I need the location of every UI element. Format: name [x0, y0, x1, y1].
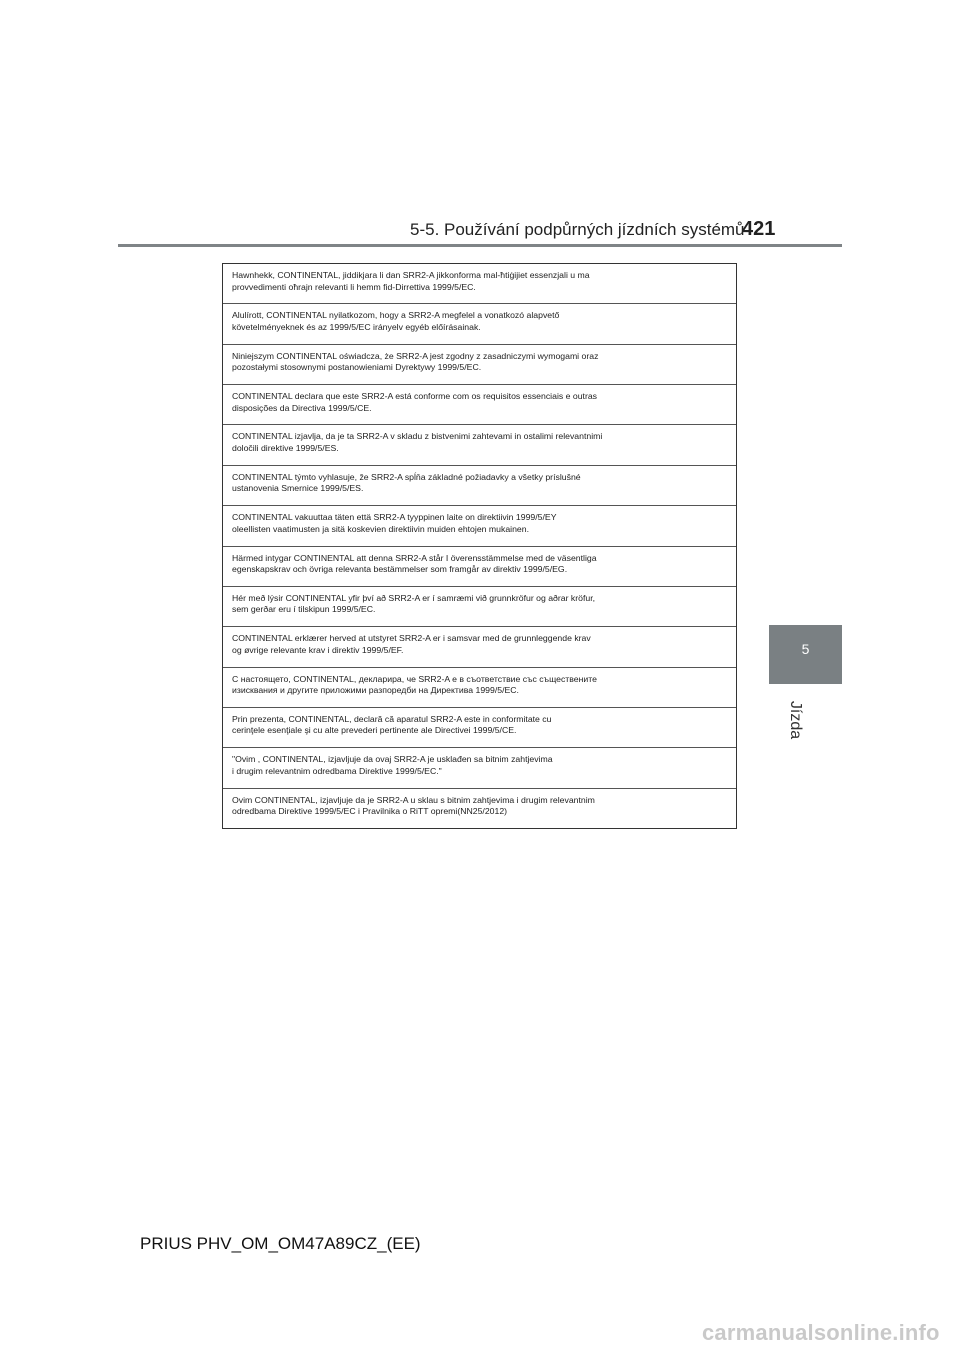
chapter-label: Jízda [787, 700, 804, 740]
declaration-row-bulgarian: С настоящето, CONTINENTAL, декларира, че SRR2-A е в съответствие със съществените изисквания и другите приложими разпоредби на Директива 1999/5/EC. [223, 668, 736, 708]
declaration-table [222, 263, 737, 829]
page-number: 421 [742, 218, 776, 240]
declaration-row-polish: Niniejszym CONTINENTAL oświadcza, że SRR2-A jest zgodny z zasadniczymi wymogami oraz pozostałymi stosownymi postanowieniami Dyrektywy 1999/5/EC. [223, 345, 736, 385]
declaration-row-slovenian: CONTINENTAL izjavlja, da je ta SRR2-A v skladu z bistvenimi zahtevami in ostalimi relevantnimi določili direktive 1999/5/ES. [223, 425, 736, 465]
declaration-row-swedish: Härmed intygar CONTINENTAL att denna SRR2-A står I överensstämmelse med de väsentliga egenskapskrav och övriga relevanta bestämmelser som framgår av direktiv 1999/5/EG. [223, 547, 736, 587]
declaration-row-romanian: Prin prezenta, CONTINENTAL, declară că aparatul SRR2-A este in conformitate cu cerinţele esenţiale şi cu alte prevederi pertinente ale Directivei 1999/5/CE. [223, 708, 736, 748]
declaration-row-portuguese: CONTINENTAL declara que este SRR2-A está conforme com os requisitos essenciais e outras disposições da Directiva 1999/5/CE. [223, 385, 736, 425]
chapter-number: 5 [801, 641, 810, 657]
manual-code: PRIUS PHV_OM_OM47A89CZ_(EE) [140, 1234, 421, 1253]
declaration-row-icelandic: Hér með lýsir CONTINENTAL yfir því að SRR2-A er í samræmi við grunnkröfur og aðrar kröfur, sem gerðar eru í tilskipun 1999/5/EC. [223, 587, 736, 627]
declaration-row-croatian: Ovim CONTINENTAL, izjavljuje da je SRR2-A u sklau s bitnim zahtjevima i drugim relevantnim odredbama Direktive 1999/5/EC i Pravilnika o RiTT opremi(NN25/2012) [232, 794, 595, 817]
chapter-tab[interactable] [769, 625, 842, 684]
chapter-label-container [760, 690, 830, 750]
watermark: carmanualsonline.info [702, 1320, 940, 1345]
header-divider [118, 244, 842, 247]
declaration-row-norwegian: CONTINENTAL erklærer herved at utstyret SRR2-A er i samsvar med de grunnleggende krav og øvrige relevante krav i direktiv 1999/5/EF. [223, 627, 736, 667]
declaration-row-serbian: "Ovim , CONTINENTAL, izjavljuje da ovaj SRR2-A je usklađen sa bitnim zahtjevima i drugim relevantnim odredbama Direktive 1999/5/EC." [223, 748, 736, 788]
section-title: 5-5. Používání podpůrných jízdních systémů [410, 220, 745, 239]
declaration-row-slovak: CONTINENTAL týmto vyhlasuje, že SRR2-A spĺňa základné požiadavky a všetky príslušné ustanovenia Smernice 1999/5/ES. [223, 466, 736, 506]
declaration-row-hungarian: Alulírott, CONTINENTAL nyilatkozom, hogy a SRR2-A megfelel a vonatkozó alapvető követelményeknek és az 1999/5/EC irányelv egyéb előírásainak. [223, 304, 736, 344]
declaration-row-finnish: CONTINENTAL vakuuttaa täten että SRR2-A tyyppinen laite on direktiivin 1999/5/EY oleellisten vaatimusten ja sitä koskevien direktiivin muiden ehtojen mukainen. [223, 506, 736, 546]
declaration-row-maltese: Hawnhekk, CONTINENTAL, jiddikjara li dan SRR2-A jikkonforma mal-ħtiġijiet essenzjali u ma provvedimenti oħrajn relevanti li hemm fid-Dirrettiva 1999/5/EC. [223, 264, 736, 304]
